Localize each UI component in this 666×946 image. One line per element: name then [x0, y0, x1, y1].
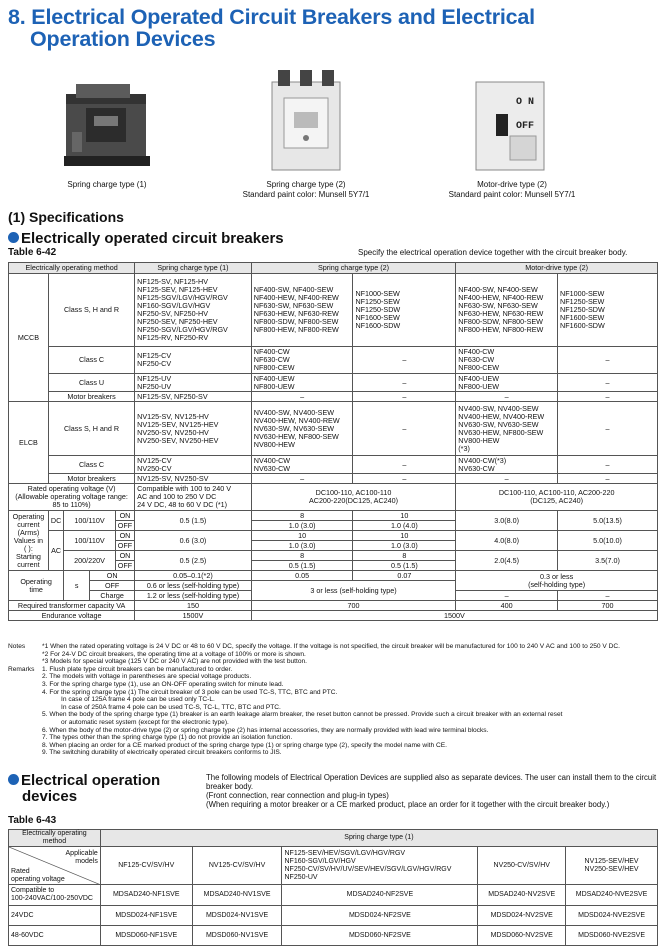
ac2-off-sc2b: 0.5 (1.5) — [353, 561, 456, 571]
remark: or automatic reset system (except for the electronic type). — [61, 718, 229, 726]
table-6-42 — [8, 262, 658, 621]
ac2-md-a: 2.0(4.5) — [456, 551, 558, 571]
motor-breakers-label: Motor breakers — [48, 392, 134, 402]
mccb-shr-mda: NF400-SW, NF400-SEW NF400-HEW, NF400-REW NF630-SW, NF630-SEW NF630-HEW, NF630-REW NF800-SDW, NF800-SEW NF800-HEW, NF800-REW — [456, 274, 558, 347]
page-title-line2: Operation Devices — [30, 27, 216, 51]
off-label: OFF — [90, 581, 135, 591]
dash: – — [558, 392, 658, 402]
charge-label: Charge — [90, 591, 135, 601]
rated-voltage-md: DC100-110, AC100-110, AC200-220 (DC125, AC240) — [456, 484, 658, 511]
operating-current-label: Operating current (Arms) Values in ( ): Starting current — [9, 511, 49, 571]
ac-label: AC — [48, 531, 63, 571]
page-title — [8, 6, 658, 50]
mccb-u-md: NF400-UEW NF800-UEW — [456, 374, 558, 392]
ac1-md-a: 4.0(8.0) — [456, 531, 558, 551]
seconds-label: s — [64, 571, 90, 601]
off-label: OFF — [115, 561, 134, 571]
header-operating-method: Electrically operating method — [9, 263, 135, 274]
time-on-sc2a: 0.05 — [251, 571, 353, 581]
spring-charge-type-2-photo — [268, 68, 344, 174]
off-marking: OFF — [516, 121, 535, 132]
remark: In case of 250A frame 4 pole can be used TC-S, TC-L, TTC, BTC and PTC. — [61, 703, 281, 711]
dash: – — [558, 374, 658, 392]
table-cell: MDSD024-NVE2SVE — [566, 906, 658, 926]
table-cell: MDSD024-NV1SVE — [192, 906, 282, 926]
voltage-label: 100/110V — [64, 511, 116, 531]
table-cell: MDSD060-NV1SVE — [192, 926, 282, 946]
dash: – — [456, 392, 558, 402]
table-cell: MDSAD240-NV1SVE — [192, 885, 282, 906]
table-cell: MDSD060-NF2SVE — [282, 926, 478, 946]
header-spring-charge-1: Spring charge type (1) — [135, 263, 252, 274]
header-operating-method: Electrically operating method — [9, 830, 101, 847]
bullet-icon — [8, 774, 19, 785]
req-sc1: 150 — [135, 601, 252, 611]
ac1-off-sc2b: 1.0 (3.0) — [353, 541, 456, 551]
dash: – — [353, 347, 456, 374]
elcb-c-md: NV400-CW(*3) NV630-CW — [456, 456, 558, 474]
mccb-mb-sc1: NF125-SV, NF250-SV — [135, 392, 252, 402]
dc-on-sc2a: 8 — [251, 511, 353, 521]
ac1-off-sc2a: 1.0 (3.0) — [251, 541, 353, 551]
ac2-on-sc2a: 8 — [251, 551, 353, 561]
dc-label: DC — [48, 511, 63, 531]
required-transformer-label: Required transformer capacity VA — [9, 601, 135, 611]
dc-md-a: 3.0(8.0) — [456, 511, 558, 531]
dc-off-sc2a: 1.0 (3.0) — [251, 521, 353, 531]
note-1: *1 When the rated operating voltage is 24 V DC or 48 to 60 V DC, specify the voltage. If the voltage is not specified, the circuit breaker will be manufactured for 100 to 240 V AC and 100 to 250 V DC. — [42, 643, 621, 650]
ac1-on-sc2b: 10 — [353, 531, 456, 541]
note-2: *2 For 24-V DC circuit breakers, the operating time at a voltage of 100% or more is shown. — [42, 650, 306, 658]
dash: – — [456, 591, 558, 601]
table-cell: MDSAD240-NV2SVE — [478, 885, 566, 906]
spring-charge-type-1-photo — [62, 72, 152, 170]
note-3: *3 Models for special voltage (125 V DC or 240 V AC) are not provided with the test button. — [42, 658, 307, 666]
on-marking: O N — [516, 97, 535, 108]
elcb-shr-sc1: NV125-SV, NV125-HV NV125-SEV, NV125-HEV NV250-SV, NV250-HV NV250-SEV, NV250-HEV — [135, 402, 252, 456]
remark: 9. The switching durability of electrically operated circuit breakers conforms to JIS. — [42, 749, 282, 757]
voltage-row-label: 48-60VDC — [9, 926, 101, 946]
header-spring-charge-1: Spring charge type (1) — [100, 830, 657, 847]
on-label: ON — [115, 531, 134, 541]
table-cell: MDSD060-NV2SVE — [478, 926, 566, 946]
model-col-4: NV250-CV/SV/HV — [478, 847, 566, 885]
subsection-heading-devices: Electrical operation devices — [8, 773, 160, 805]
motor-drive-type-2-photo — [474, 80, 546, 174]
applicable-models-label: Applicable models — [65, 849, 98, 865]
req-sc2: 700 — [251, 601, 456, 611]
dash: – — [558, 474, 658, 484]
remarks-label: Remarks — [8, 665, 35, 673]
header-motor-drive: Motor-drive type (2) — [456, 263, 658, 274]
time-off-sc1: 0.6 or less (self-holding type) — [135, 581, 252, 591]
ac1-sc1: 0.6 (3.0) — [135, 531, 252, 551]
mccb-label: MCCB — [9, 274, 49, 402]
mccb-u-sc1: NF125-UV NF250-UV — [135, 374, 252, 392]
class-u-label: Class U — [48, 374, 134, 392]
table-cell: MDSD060-NVE2SVE — [566, 926, 658, 946]
table-6-43 — [8, 829, 658, 946]
dash: – — [353, 374, 456, 392]
dash: – — [558, 402, 658, 456]
photo-caption-1: Spring charge type (1) — [67, 180, 147, 189]
dc-sc1: 0.5 (1.5) — [135, 511, 252, 531]
remark: 6. When the body of the motor-drive type (2) or spring charge type (2) has internal accessories, they are normally provided with lead wire terminal blocks. — [42, 726, 489, 734]
off-label: OFF — [115, 541, 134, 551]
specify-note: Specify the electrical operation device together with the circuit breaker body. — [358, 248, 628, 257]
devices-description: The following models of Electrical Operation Devices are supplied also as separate devices. The user can install them to the circuit breaker body. (Front connection, rear connection and plug-in types) (When requiring a motor breaker or a CE marked product, place an order for it together with the circuit breaker body.) — [206, 773, 657, 809]
dash: – — [353, 392, 456, 402]
ac2-sc1: 0.5 (2.5) — [135, 551, 252, 571]
time-on-sc1: 0.05–0.1(*2) — [135, 571, 252, 581]
dc-off-sc2b: 1.0 (4.0) — [353, 521, 456, 531]
bullet-icon — [8, 232, 19, 243]
elcb-c-sc2: NV400-CW NV630-CW — [251, 456, 353, 474]
rated-voltage-sc1: Compatible with 100 to 240 V AC and 100 to 250 V DC 24 V DC, 48 to 60 V DC (*1) — [135, 484, 252, 511]
class-c-label: Class C — [48, 456, 134, 474]
on-label: ON — [90, 571, 135, 581]
req-md-a: 400 — [456, 601, 558, 611]
elcb-c-sc1: NV125-CV NV250-CV — [135, 456, 252, 474]
photo-caption-3 — [432, 180, 592, 200]
model-col-5: NV125-SEV/HEV NV250-SEV/HEV — [566, 847, 658, 885]
mccb-c-sc2: NF400-CW NF630-CW NF800-CEW — [251, 347, 353, 374]
rated-voltage-label: Rated operating voltage — [11, 867, 65, 883]
mccb-shr-mdb: NF1000-SEW NF1250-SEW NF1250-SDW NF1600-SEW NF1600-SDW — [558, 274, 658, 347]
mccb-shr-sc2b: NF1000-SEW NF1250-SEW NF1250-SDW NF1600-SEW NF1600-SDW — [353, 274, 456, 347]
elcb-shr-sc2: NV400-SW, NV400-SEW NV400-HEW, NV400-REW NV630-SW, NV630-SEW NV630-HEW, NF800-SEW NV800-HEW — [251, 402, 353, 456]
dc-md-b: 5.0(13.5) — [558, 511, 658, 531]
remark: 3. For the spring charge type (1), use an ON-OFF operating switch for minute lead. — [42, 680, 284, 688]
dash: – — [456, 474, 558, 484]
dash: – — [558, 591, 658, 601]
on-label: ON — [115, 511, 134, 521]
header-spring-charge-2: Spring charge type (2) — [251, 263, 456, 274]
remark: 2. The models with voltage in parentheses are special voltage products. — [42, 673, 252, 681]
endurance-voltage-label: Endurance voltage — [9, 611, 135, 621]
endur-sc1: 1500V — [135, 611, 252, 621]
time-on-sc2b: 0.07 — [353, 571, 456, 581]
mccb-shr-sc1: NF125-SV, NF125-HV NF125-SEV, NF125-HEV NF125-SGV/LGV/HGV/RGV NF160-SGV/LGV/HGV NF250-SV, NF250-HV NF250-SEV, NF250-HEV NF250-SGV/LGV/HGV/RGV NF125-RV, NF250-RV — [135, 274, 252, 347]
voltage-row-label: 24VDC — [9, 906, 101, 926]
elcb-mb-sc1: NV125-SV, NV250-SV — [135, 474, 252, 484]
ac1-on-sc2a: 10 — [251, 531, 353, 541]
photo-caption-3-type: Motor-drive type (2) — [477, 180, 547, 189]
dash: – — [353, 474, 456, 484]
endur-rest: 1500V — [251, 611, 657, 621]
mccb-shr-sc2a: NF400-SW, NF400-SEW NF400-HEW, NF400-REW NF630-SW, NF630-SEW NF630-HEW, NF630-REW NF800-SDW, NF800-SEW NF800-HEW, NF800-REW — [251, 274, 353, 347]
dash: – — [353, 456, 456, 474]
ac2-off-sc2a: 0.5 (1.5) — [251, 561, 353, 571]
page-title-line1: 8. Electrical Operated Circuit Breakers and Electrical — [8, 5, 535, 29]
elcb-label: ELCB — [9, 402, 49, 484]
rated-voltage-label: Rated operating voltage (V) (Allowable operating voltage range: 85 to 110%) — [9, 484, 135, 511]
time-charge-sc1: 1.2 or less (self-holding type) — [135, 591, 252, 601]
ac2-on-sc2b: 8 — [353, 551, 456, 561]
photo-caption-2-paint: Standard paint color: Munsell 5Y7/1 — [242, 190, 370, 199]
table-cell: MDSAD240-NF1SVE — [100, 885, 192, 906]
model-col-1: NF125-CV/SV/HV — [100, 847, 192, 885]
mccb-c-sc1: NF125-CV NF250-CV — [135, 347, 252, 374]
elcb-shr-md: NV400-SW, NV400-SEW NV400-HEW, NV400-REW NV630-SW, NV630-SEW NV630-HEW, NF800-SEW NV800-HEW (*3) — [456, 402, 558, 456]
time-sc2: 3 or less (self-holding type) — [251, 581, 456, 601]
notes-label: Notes — [8, 643, 26, 650]
rated-voltage-sc2: DC100-110, AC100-110 AC200-220(DC125, AC240) — [251, 484, 456, 511]
dash: – — [251, 474, 353, 484]
dash: – — [353, 402, 456, 456]
remark: In case of 125A frame 4 pole can be used only TC-L. — [61, 696, 215, 704]
mccb-c-md: NF400-CW NF630-CW NF800-CEW — [456, 347, 558, 374]
remark: 4. For the spring charge type (1) The circuit breaker of 3 pole can be used TC-S, TTC, BTC and PTC. — [42, 688, 338, 696]
table-6-43-label: Table 6-43 — [8, 815, 57, 826]
photo-caption-2-type: Spring charge type (2) — [266, 180, 346, 189]
photo-caption-2 — [226, 180, 386, 200]
table-6-42-label: Table 6-42 — [8, 247, 57, 258]
off-label: OFF — [115, 521, 134, 531]
notes-block — [8, 643, 658, 757]
dash: – — [251, 392, 353, 402]
voltage-label: 100/110V — [64, 531, 116, 551]
table-cell: MDSAD240-NVE2SVE — [566, 885, 658, 906]
dash: – — [558, 347, 658, 374]
remark: 8. When placing an order for a CE marked product of the spring charge type (1) or spring charge type (2), specify the model name with CE. — [42, 741, 447, 749]
table-cell: MDSAD240-NF2SVE — [282, 885, 478, 906]
specifications-heading: (1) Specifications — [8, 209, 124, 225]
dash: – — [558, 456, 658, 474]
mccb-u-sc2: NF400-UEW NF800-UEW — [251, 374, 353, 392]
table-cell: MDSD024-NF1SVE — [100, 906, 192, 926]
model-col-2: NV125-CV/SV/HV — [192, 847, 282, 885]
model-col-3: NF125-SEV/HEV/SGV/LGV/HGV/RGV NF160-SGV/LGV/HGV NF250-CV/SV/HV/UV/SEV/HEV/SGV/LGV/HGV/RGV NF250-UV — [282, 847, 478, 885]
time-md: 0.3 or less (self-holding type) — [456, 571, 658, 591]
ac1-md-b: 5.0(10.0) — [558, 531, 658, 551]
subsection-heading-breakers: Electrically operated circuit breakers — [8, 230, 284, 247]
table-cell: MDSD060-NF1SVE — [100, 926, 192, 946]
ac2-md-b: 3.5(7.0) — [558, 551, 658, 571]
voltage-row-label: Compatible to 100-240VAC/100-250VDC — [9, 885, 101, 906]
photo-caption-3-paint: Standard paint color: Munsell 5Y7/1 — [448, 190, 576, 199]
req-md-b: 700 — [558, 601, 658, 611]
remark: 5. When the body of the spring charge type (1) breaker is an earth leakage alarm breaker, the reset button cannot be pressed. Provide such a circuit breaker with an external reset — [42, 711, 563, 719]
operating-time-label: Operating time — [9, 571, 64, 601]
remark: 1. Flush plate type circuit breakers can be manufactured to order. — [42, 665, 233, 673]
class-c-label: Class C — [48, 347, 134, 374]
on-label: ON — [115, 551, 134, 561]
motor-breakers-label: Motor breakers — [48, 474, 134, 484]
table-cell: MDSD024-NV2SVE — [478, 906, 566, 926]
remark: 7. The types other than the spring charge type (1) do not provide an isolation function. — [42, 734, 293, 742]
diagonal-header-cell — [9, 847, 101, 885]
class-shr-label: Class S, H and R — [48, 402, 134, 456]
class-shr-label: Class S, H and R — [48, 274, 134, 347]
voltage-label-200: 200/220V — [64, 551, 116, 571]
table-cell: MDSD024-NF2SVE — [282, 906, 478, 926]
dc-on-sc2b: 10 — [353, 511, 456, 521]
